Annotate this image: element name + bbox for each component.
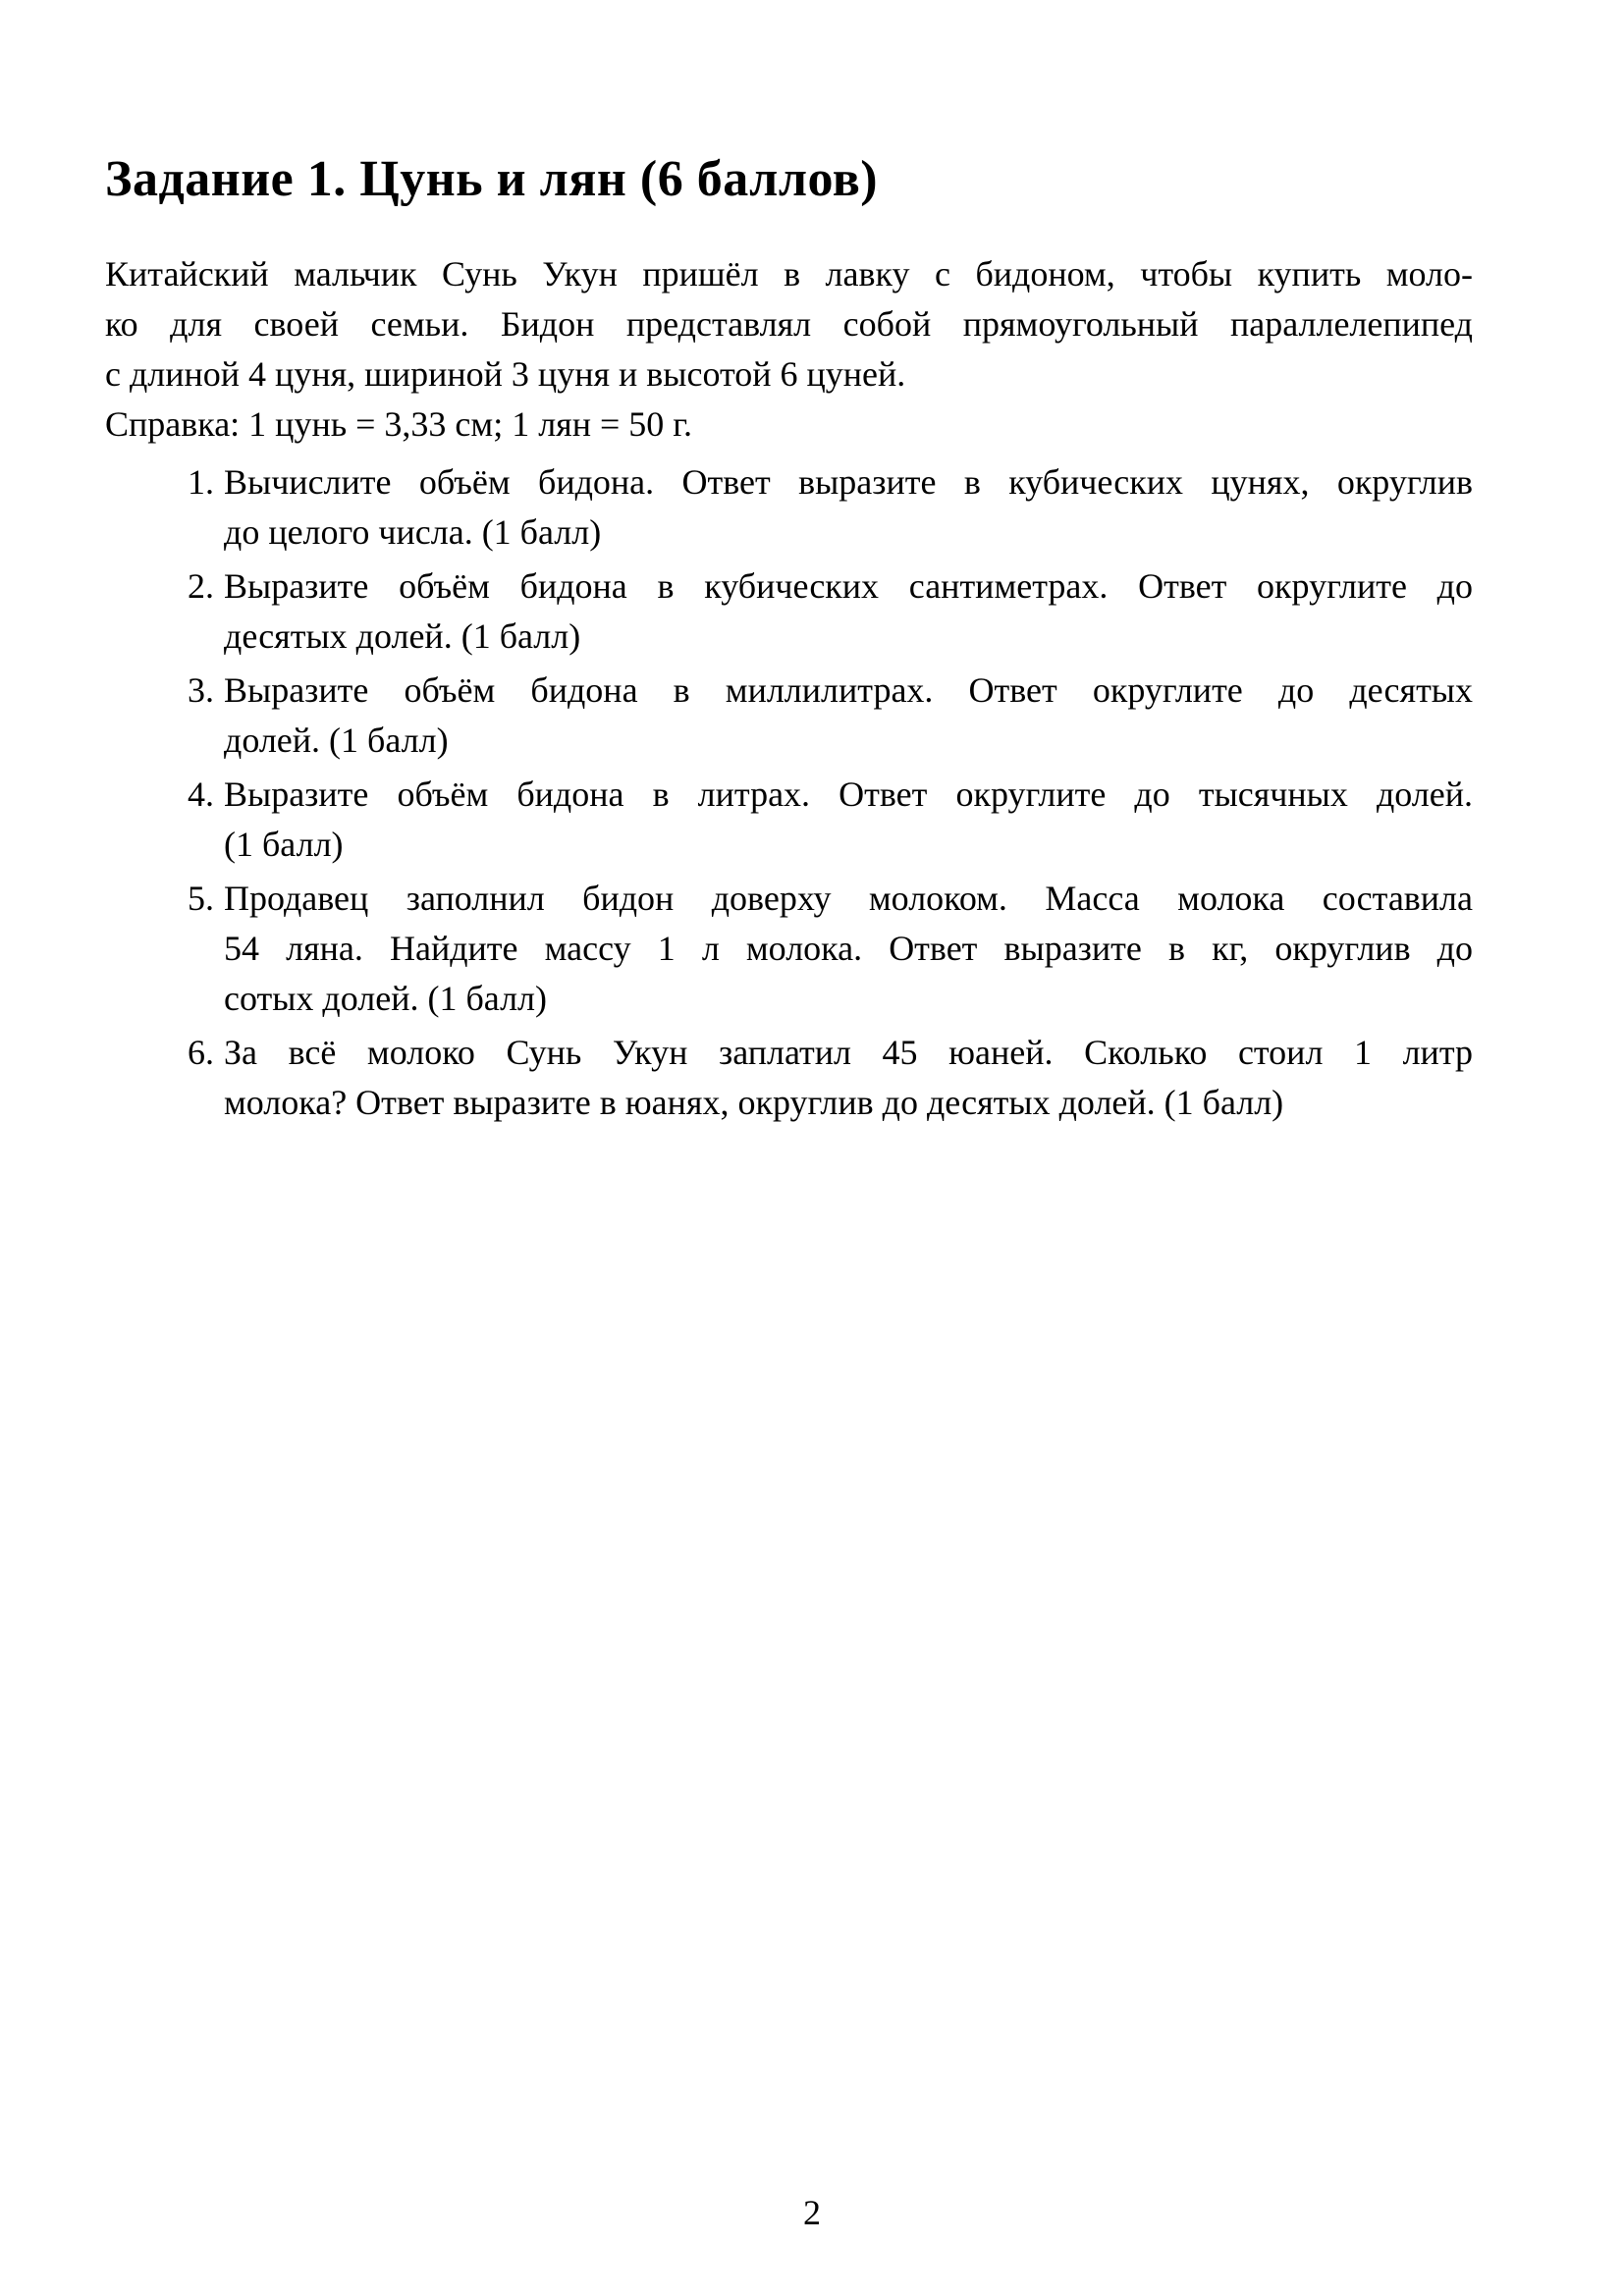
task-line: сотых долей. (1 балл) bbox=[224, 979, 547, 1018]
task-line: Выразите объём бидона в кубических сантиметрах. Ответ округлите до bbox=[224, 566, 1473, 606]
task-number: 3. bbox=[188, 670, 214, 710]
task-line: Выразите объём бидона в литрах. Ответ округлите до тысячных долей. bbox=[224, 774, 1473, 814]
intro-line: Китайский мальчик Сунь Укун пришёл в лавку с бидоном, чтобы купить моло- bbox=[105, 254, 1473, 294]
page-number: 2 bbox=[803, 2193, 821, 2232]
task-item bbox=[105, 561, 1473, 662]
intro-paragraph bbox=[105, 249, 1473, 450]
task-line: За всё молоко Сунь Укун заплатил 45 юаней. Сколько стоил 1 литр bbox=[224, 1033, 1473, 1072]
task-line: молока? Ответ выразите в юанях, округлив до десятых долей. (1 балл) bbox=[224, 1083, 1284, 1122]
task-number: 2. bbox=[188, 566, 214, 606]
task-item bbox=[105, 770, 1473, 870]
intro-line: с длиной 4 цуня, шириной 3 цуня и высотой 6 цуней. bbox=[105, 354, 906, 394]
intro-line: ко для своей семьи. Бидон представлял собой прямоугольный параллелепипед bbox=[105, 304, 1473, 344]
task-item bbox=[105, 874, 1473, 1024]
task-line: (1 балл) bbox=[224, 825, 344, 864]
reference-line: Справка: 1 цунь = 3,33 см; 1 лян = 50 г. bbox=[105, 404, 692, 444]
task-line: долей. (1 балл) bbox=[224, 721, 449, 760]
task-list bbox=[105, 457, 1473, 1128]
task-line: Выразите объём бидона в миллилитрах. Ответ округлите до десятых bbox=[224, 670, 1473, 710]
task-number: 6. bbox=[188, 1033, 214, 1072]
task-text bbox=[224, 770, 1473, 870]
task-number: 1. bbox=[188, 462, 214, 502]
page-title: Задание 1. Цунь и лян (6 баллов) bbox=[105, 151, 879, 207]
task-item bbox=[105, 666, 1473, 766]
task-text bbox=[224, 561, 1473, 662]
task-text bbox=[224, 457, 1473, 558]
task-text bbox=[224, 1028, 1473, 1128]
task-line: Продавец заполнил бидон доверху молоком. Масса молока составила bbox=[224, 879, 1473, 918]
task-line: десятых долей. (1 балл) bbox=[224, 616, 581, 656]
task-line: 54 ляна. Найдите массу 1 л молока. Ответ выразите в кг, округлив до bbox=[224, 929, 1473, 968]
task-line: до целого числа. (1 балл) bbox=[224, 512, 602, 552]
task-number: 5. bbox=[188, 879, 214, 918]
task-item bbox=[105, 457, 1473, 558]
task-line: Вычислите объём бидона. Ответ выразите в кубических цунях, округлив bbox=[224, 462, 1473, 502]
task-text bbox=[224, 666, 1473, 766]
task-text bbox=[224, 874, 1473, 1024]
task-item bbox=[105, 1028, 1473, 1128]
task-number: 4. bbox=[188, 774, 214, 814]
